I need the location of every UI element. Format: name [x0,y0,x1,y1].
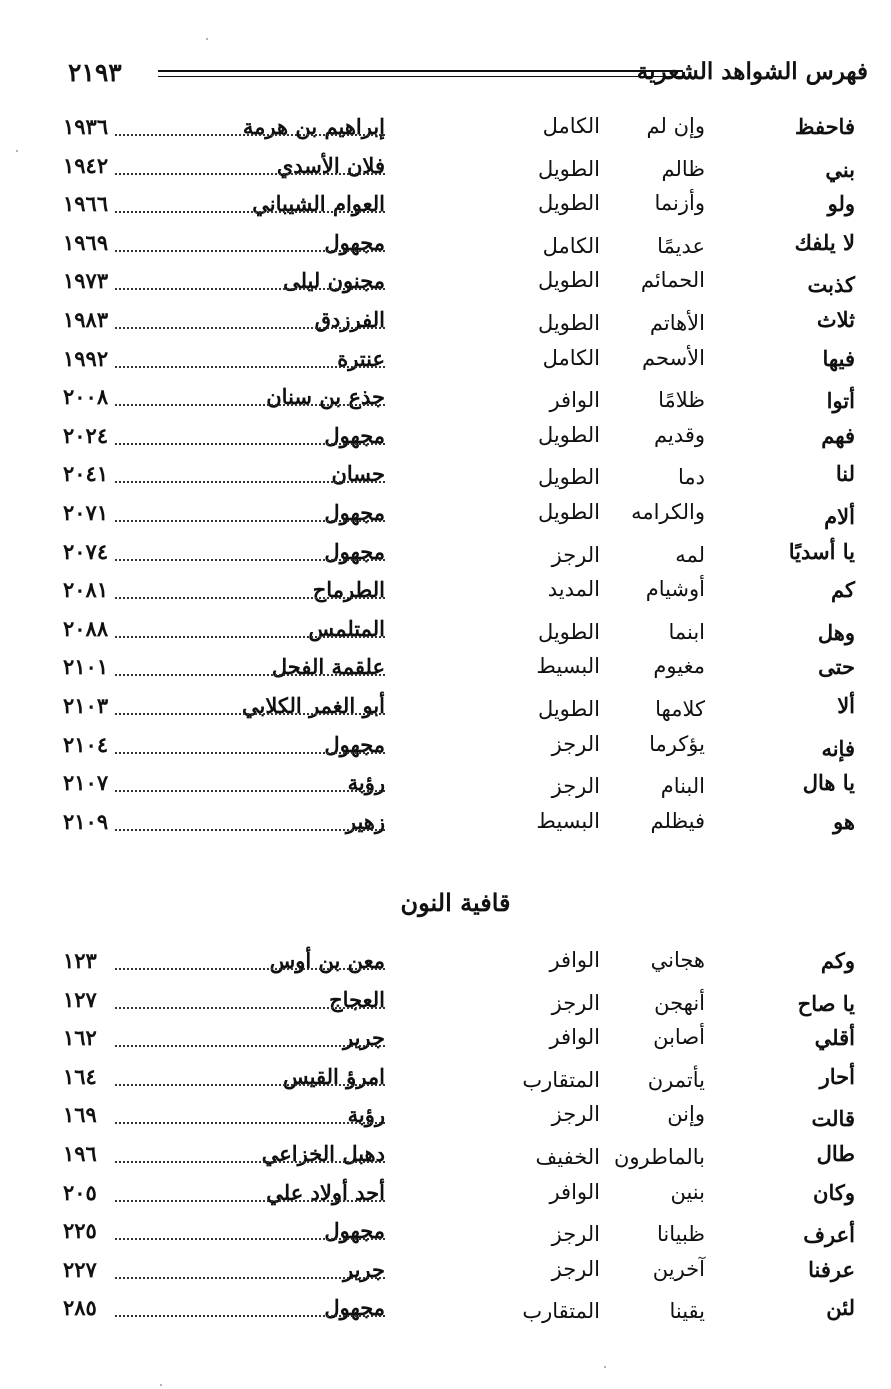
dot-leader [115,790,385,792]
index-row [55,187,855,226]
page-reference: ٢٠٤١ [63,461,109,487]
poet-name: علقمة الفحل [271,654,385,680]
opening-word: ثلاث [816,306,855,332]
page-reference: ٢٠٧١ [63,499,109,525]
rhyme-word: وإن لم [646,114,705,138]
opening-word: طال [816,1140,855,1166]
poet-name: أبو الغمر الكلابي [242,692,385,718]
meter-name: الرجز [551,1222,600,1247]
page-number: ٢١٩٣ [68,58,122,87]
meter-name: الطويل [537,499,600,524]
rhyme-word: الأهاتم [649,310,705,335]
dot-leader [115,1315,385,1317]
opening-word: لا يلفك [794,229,855,255]
poet-name: رؤبة [347,1102,385,1128]
meter-name: الطويل [537,191,600,216]
dot-leader [115,1122,385,1124]
poet-name: العوام الشيباني [252,191,385,217]
index-row [55,149,855,188]
dot-leader [115,1238,385,1240]
rhyme-word: مغيوم [653,654,705,679]
opening-word: يا هال [802,770,855,796]
dot-leader [115,134,385,136]
meter-name: الرجز [551,1102,600,1127]
meter-name: الوافر [549,388,600,413]
dot-leader [115,366,385,368]
dot-leader [115,481,385,483]
poet-name: زهير [345,808,385,834]
index-row [55,380,855,419]
poet-name: حسان [331,461,385,487]
dot-leader [115,674,385,676]
opening-word: قالت [811,1106,855,1132]
rhyme-word: كلامها [655,696,705,721]
rhyme-word: هجاني [650,948,705,972]
dot-leader [115,443,385,445]
meter-name: البسيط [536,654,600,679]
page-reference: ١٢٧ [63,986,97,1012]
index-row [55,689,855,728]
poet-name: جرير [343,1256,385,1282]
rhyme-word: يأتمرن [647,1067,705,1092]
meter-name: الرجز [551,990,600,1015]
poet-name: دهبل الخزاعي [261,1140,385,1166]
page-reference: ٢٠٥ [63,1179,97,1205]
index-row [55,1137,855,1176]
running-title: فهرس الشواهد الشعرية [636,58,868,85]
dot-leader [115,1007,385,1009]
opening-word: عرفنا [808,1256,855,1282]
index-row [55,1291,855,1330]
rhyme-word: يؤكرما [649,731,705,756]
rhyme-word: وإنن [667,1102,705,1127]
index-row [55,1176,855,1215]
dot-leader [115,559,385,561]
dot-leader [115,597,385,599]
poet-name: مجهول [324,499,385,525]
poet-name: عنترة [337,345,385,371]
index-row [55,983,855,1022]
index-row [55,612,855,651]
page-reference: ١٩٧٣ [63,268,109,294]
index-row [55,1021,855,1060]
page-reference: ١٩٤٢ [63,152,109,178]
index-row [55,457,855,496]
opening-word: أتوا [826,388,855,414]
rhyme-word: أصابن [653,1025,705,1050]
rhyme-word: فيظلم [650,808,705,833]
poet-name: مجنون ليلى [283,268,385,294]
opening-word: فهم [821,422,855,448]
poet-name: الفرزدق [314,306,385,332]
poet-name: مجهول [324,1218,385,1244]
dot-leader [115,1045,385,1047]
page-reference: ١٩٦٦ [63,191,109,217]
index-row [55,264,855,303]
page-reference: ٢١٠٧ [63,770,109,796]
opening-word: لئن [826,1295,855,1321]
index-row [55,1253,855,1292]
dot-leader [115,1084,385,1086]
index-row [55,1060,855,1099]
poet-name: امرؤ القيس [282,1063,385,1089]
rhyme-word: بالماطرون [613,1144,705,1169]
meter-name: الطويل [537,696,600,721]
index-row [55,1214,855,1253]
running-header [58,56,868,92]
index-section-meem [55,110,855,843]
dot-leader [115,250,385,252]
page-reference: ١٩٨٣ [63,306,109,332]
meter-name: الطويل [537,422,600,447]
page-reference: ٢١٠١ [63,654,109,680]
rhyme-word: لمه [675,542,705,567]
rhyme-word: ظلامًا [658,388,705,413]
dot-leader [115,752,385,754]
meter-name: المتقارب [522,1299,600,1324]
poet-name: العجاج [329,986,385,1012]
page-reference: ٢٠٨٨ [63,615,109,641]
poet-name: مجهول [324,229,385,255]
page-reference: ١٦٤ [63,1063,97,1089]
poet-name: مجهول [324,422,385,448]
meter-name: البسيط [536,808,600,833]
index-row [55,805,855,844]
rhyme-word: بنين [670,1179,705,1204]
rhyme-word: والكرامه [631,499,705,524]
index-row [55,419,855,458]
page-reference: ١٩٩٢ [63,345,109,371]
meter-name: الوافر [549,1025,600,1050]
opening-word: أحار [819,1063,855,1089]
opening-word: حتى [818,654,855,680]
meter-name: الوافر [549,948,600,972]
rhyme-word: وأزنما [654,191,705,216]
meter-name: الوافر [549,1179,600,1204]
scan-speck [206,38,208,40]
meter-name: المديد [547,577,600,602]
dot-leader [115,636,385,638]
meter-name: الخفيف [535,1144,600,1169]
scan-speck [604,1366,606,1368]
opening-word: فإنه [821,735,855,761]
index-row [55,1098,855,1137]
poet-name: مجهول [324,1295,385,1321]
page-reference: ٢٠٠٨ [63,384,109,410]
poet-name: إبراهيم بن هرمة [242,114,385,139]
poet-name: معن بن أوس [269,948,385,973]
rhyme-word: الأسحم [642,345,705,370]
scan-speck [160,1384,162,1386]
page-reference: ١٦٩ [63,1102,97,1128]
opening-word: لنا [835,461,855,487]
meter-name: الطويل [537,465,600,490]
page-reference: ٢٢٧ [63,1256,97,1282]
poet-name: مجهول [324,538,385,564]
opening-word: كذبت [807,272,855,298]
opening-word: يا أسديًا [788,538,855,564]
meter-name: الرجز [551,1256,600,1281]
opening-word: فيها [822,345,855,371]
index-row [55,944,855,983]
dot-leader [115,713,385,715]
poet-name: مجهول [324,731,385,757]
dot-leader [115,1161,385,1163]
index-row [55,573,855,612]
index-row [55,342,855,381]
dot-leader [115,829,385,831]
meter-name: الرجز [551,731,600,756]
poet-name: رؤبة [347,770,385,796]
opening-word: ألا [837,692,855,718]
poet-name: جذع بن سنان [266,384,385,410]
meter-name: الكامل [542,345,600,370]
meter-name: الكامل [542,114,600,138]
opening-word: فاحفظ [795,114,855,139]
rhyme-word: ظالم [661,156,705,181]
opening-word: ألام [824,503,855,529]
dot-leader [115,211,385,213]
index-row [55,728,855,767]
poet-name: الطرماح [312,577,385,603]
dot-leader [115,1277,385,1279]
rhyme-word: وقديم [653,422,705,447]
index-row [55,496,855,535]
meter-name: الرجز [551,542,600,567]
poet-name: المتلمس [308,615,385,641]
opening-word: وكم [820,948,855,973]
section-heading-text: قافية النون [400,888,511,917]
page-reference: ٢٠٧٤ [63,538,109,564]
opening-word: وكان [813,1179,855,1205]
dot-leader [115,1200,385,1202]
poet-name: فلان الأسدي [276,152,385,178]
index-row [55,535,855,574]
page-reference: ٢٠٢٤ [63,422,109,448]
page-reference: ٢٨٥ [63,1295,97,1321]
dot-leader [115,173,385,175]
rhyme-word: أوشيام [645,577,705,602]
opening-word: أقلي [814,1025,855,1051]
opening-word: أعرف [803,1222,855,1248]
scan-speck [16,150,18,152]
index-row [55,766,855,805]
rhyme-word: ظبيانا [656,1222,705,1247]
rhyme-word: ابنما [668,619,705,644]
opening-word: ولو [827,191,855,217]
dot-leader [115,327,385,329]
dot-leader [115,404,385,406]
page-reference: ١٩٦ [63,1140,97,1166]
meter-name: الكامل [542,233,600,258]
poet-name: أحد أولاد علي [266,1179,385,1205]
index-row [55,650,855,689]
meter-name: الطويل [537,268,600,293]
dot-leader [115,968,385,970]
opening-word: يا صاح [797,990,855,1016]
poet-name: جرير [343,1025,385,1051]
header-rule [158,70,683,77]
opening-word: وهل [817,619,855,645]
page-reference: ٢٢٥ [63,1218,97,1244]
rhyme-word: الحمائم [640,268,705,293]
index-row [55,110,855,149]
page-reference: ٢٠٨١ [63,577,109,603]
rhyme-word: آخرين [652,1256,705,1281]
rhyme-word: عديمًا [657,233,705,258]
rhyme-word: البنام [660,774,705,799]
page-reference: ١٢٣ [63,948,97,973]
meter-name: الرجز [551,774,600,799]
meter-name: الطويل [537,310,600,335]
meter-name: الطويل [537,619,600,644]
page-reference: ٢١٠٩ [63,808,109,834]
section-heading [0,888,891,917]
rhyme-word: دما [678,465,705,490]
index-row [55,226,855,265]
page-reference: ٢١٠٤ [63,731,109,757]
rhyme-word: أنهجن [654,990,705,1015]
opening-word: كم [831,577,855,603]
page-reference: ١٩٣٦ [63,114,109,139]
rhyme-word: يقينا [669,1299,705,1324]
opening-word: بني [825,156,855,182]
meter-name: الطويل [537,156,600,181]
index-row [55,303,855,342]
opening-word: هو [833,808,855,834]
dot-leader [115,520,385,522]
page-reference: ١٩٦٩ [63,229,109,255]
index-section-noon [55,944,855,1330]
page-reference: ٢١٠٣ [63,692,109,718]
dot-leader [115,288,385,290]
meter-name: المتقارب [522,1067,600,1092]
page-reference: ١٦٢ [63,1025,97,1051]
